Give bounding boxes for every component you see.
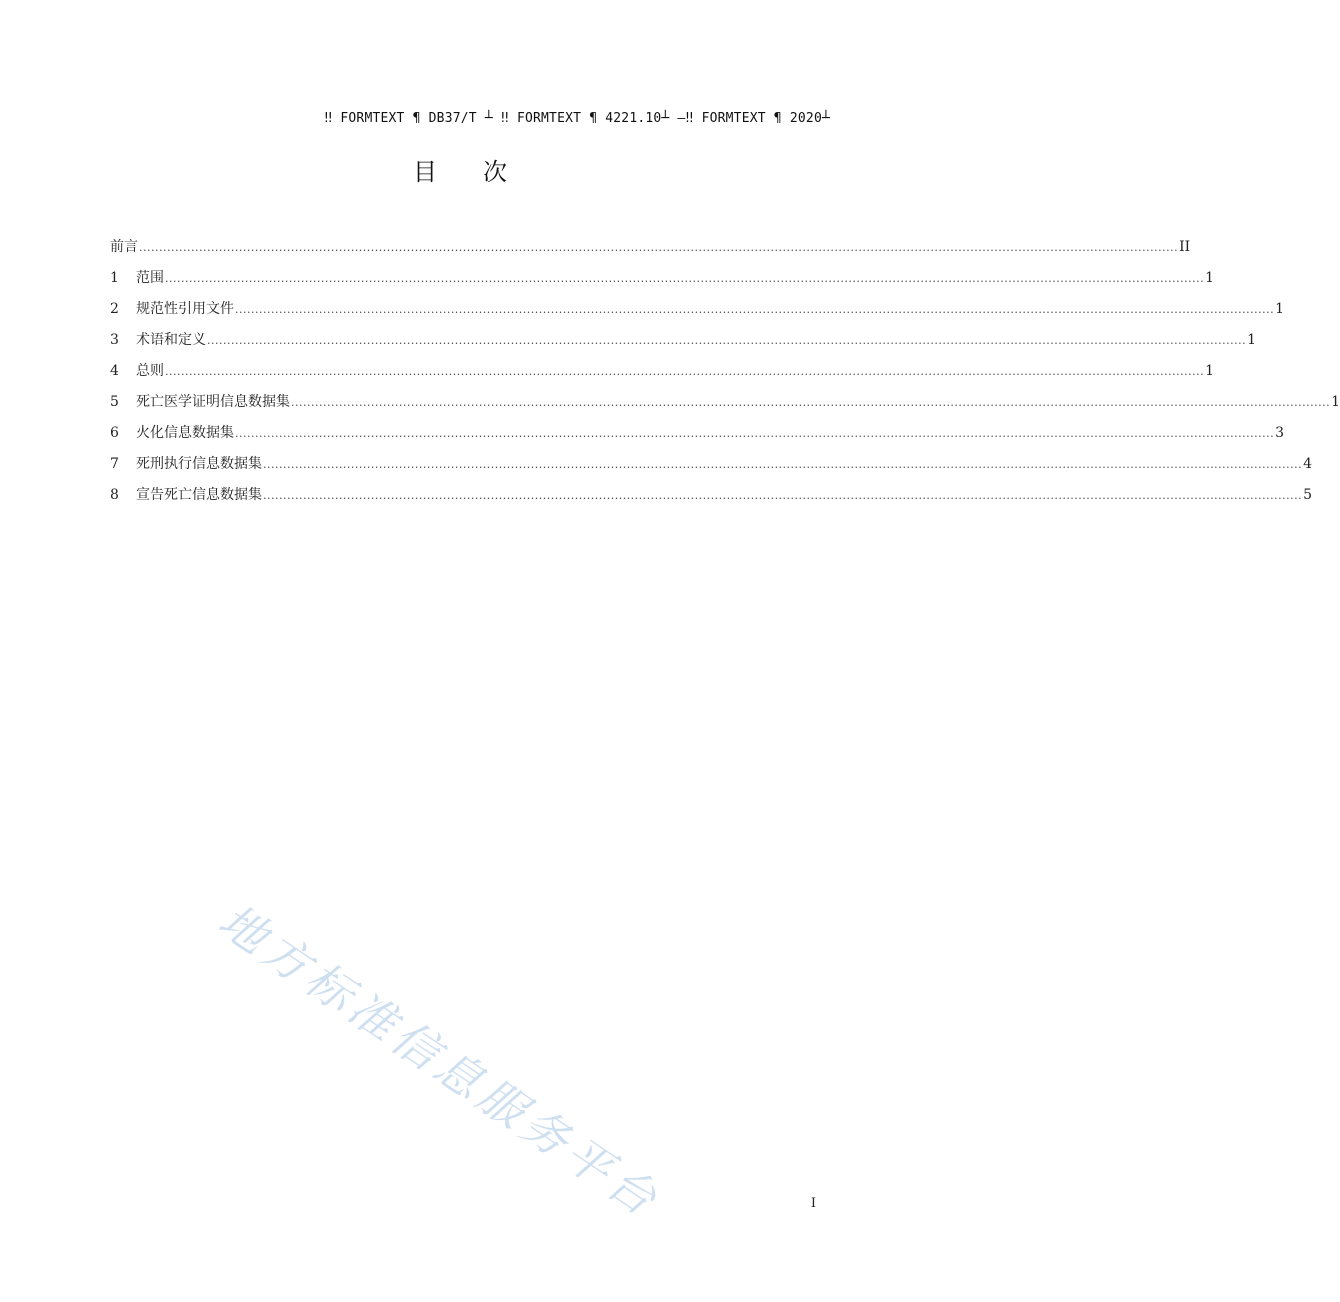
toc-entry[interactable] — [110, 236, 1191, 267]
toc-entry-page: 1 — [1331, 394, 1340, 410]
toc-entry[interactable] — [110, 422, 1285, 453]
toc-entry[interactable] — [110, 391, 1340, 422]
toc-entry-number: 7 — [110, 456, 119, 472]
document-header: ‼ FORMTEXT ¶ DB37/T ┴ ‼ FORMTEXT ¶ 4221.10┴ —‼ FORMTEXT ¶ 2020┴ — [324, 111, 830, 126]
toc-entry-title: 死刑执行信息数据集 — [136, 456, 262, 472]
toc-entry-number: 5 — [110, 394, 119, 410]
toc-entry-title: 火化信息数据集 — [136, 425, 234, 441]
toc-entry[interactable] — [110, 360, 1215, 391]
toc-entry-page: 1 — [1205, 270, 1215, 286]
toc-entry-page: 1 — [1205, 363, 1215, 379]
table-of-contents — [110, 236, 1340, 515]
toc-entry-title: 术语和定义 — [136, 332, 206, 348]
toc-leader-dots: .................................................................................................................................................................................................................................................................... — [263, 489, 1303, 502]
toc-entry-page: 1 — [1275, 301, 1285, 317]
toc-entry-number: 6 — [110, 425, 119, 441]
toc-leader-dots: .................................................................................................................................................................................................................................................................... — [263, 458, 1303, 471]
toc-entry-page: 4 — [1303, 456, 1313, 472]
toc-entry-number: 2 — [110, 301, 119, 317]
toc-entry[interactable] — [110, 484, 1313, 515]
toc-leader-dots: .................................................................................................................................................................................................................................................................... — [139, 241, 1179, 254]
toc-entry-number: 3 — [110, 332, 119, 348]
page-title: 目次 — [413, 158, 553, 186]
toc-entry-title: 死亡医学证明信息数据集 — [136, 394, 290, 410]
toc-entry-page: 5 — [1303, 487, 1313, 503]
toc-leader-dots: .................................................................................................................................................................................................................................................................... — [235, 427, 1275, 440]
toc-entry-number: 4 — [110, 363, 119, 379]
toc-entry-page: 1 — [1247, 332, 1257, 348]
toc-leader-dots: .................................................................................................................................................................................................................................................................... — [165, 365, 1205, 378]
toc-leader-dots: .................................................................................................................................................................................................................................................................... — [207, 334, 1247, 347]
toc-leader-dots: .................................................................................................................................................................................................................................................................... — [235, 303, 1275, 316]
toc-entry-number: 1 — [110, 270, 119, 286]
toc-entry-title: 宣告死亡信息数据集 — [136, 487, 262, 503]
toc-leader-dots: .................................................................................................................................................................................................................................................................... — [291, 396, 1331, 409]
toc-entry-page: II — [1179, 239, 1191, 255]
toc-entry[interactable] — [110, 267, 1215, 298]
toc-entry[interactable] — [110, 329, 1257, 360]
toc-entry-title: 范围 — [136, 270, 164, 286]
toc-leader-dots: .................................................................................................................................................................................................................................................................... — [165, 272, 1205, 285]
toc-entry[interactable] — [110, 453, 1313, 484]
toc-entry-title: 规范性引用文件 — [136, 301, 234, 317]
toc-entry-title: 总则 — [136, 363, 164, 379]
watermark: 地方标准信息服务平台 — [209, 893, 671, 1229]
toc-entry[interactable] — [110, 298, 1285, 329]
toc-entry-title: 前言 — [110, 239, 138, 255]
toc-entry-page: 3 — [1275, 425, 1285, 441]
page-number: I — [810, 1196, 816, 1211]
toc-entry-number: 8 — [110, 487, 119, 503]
